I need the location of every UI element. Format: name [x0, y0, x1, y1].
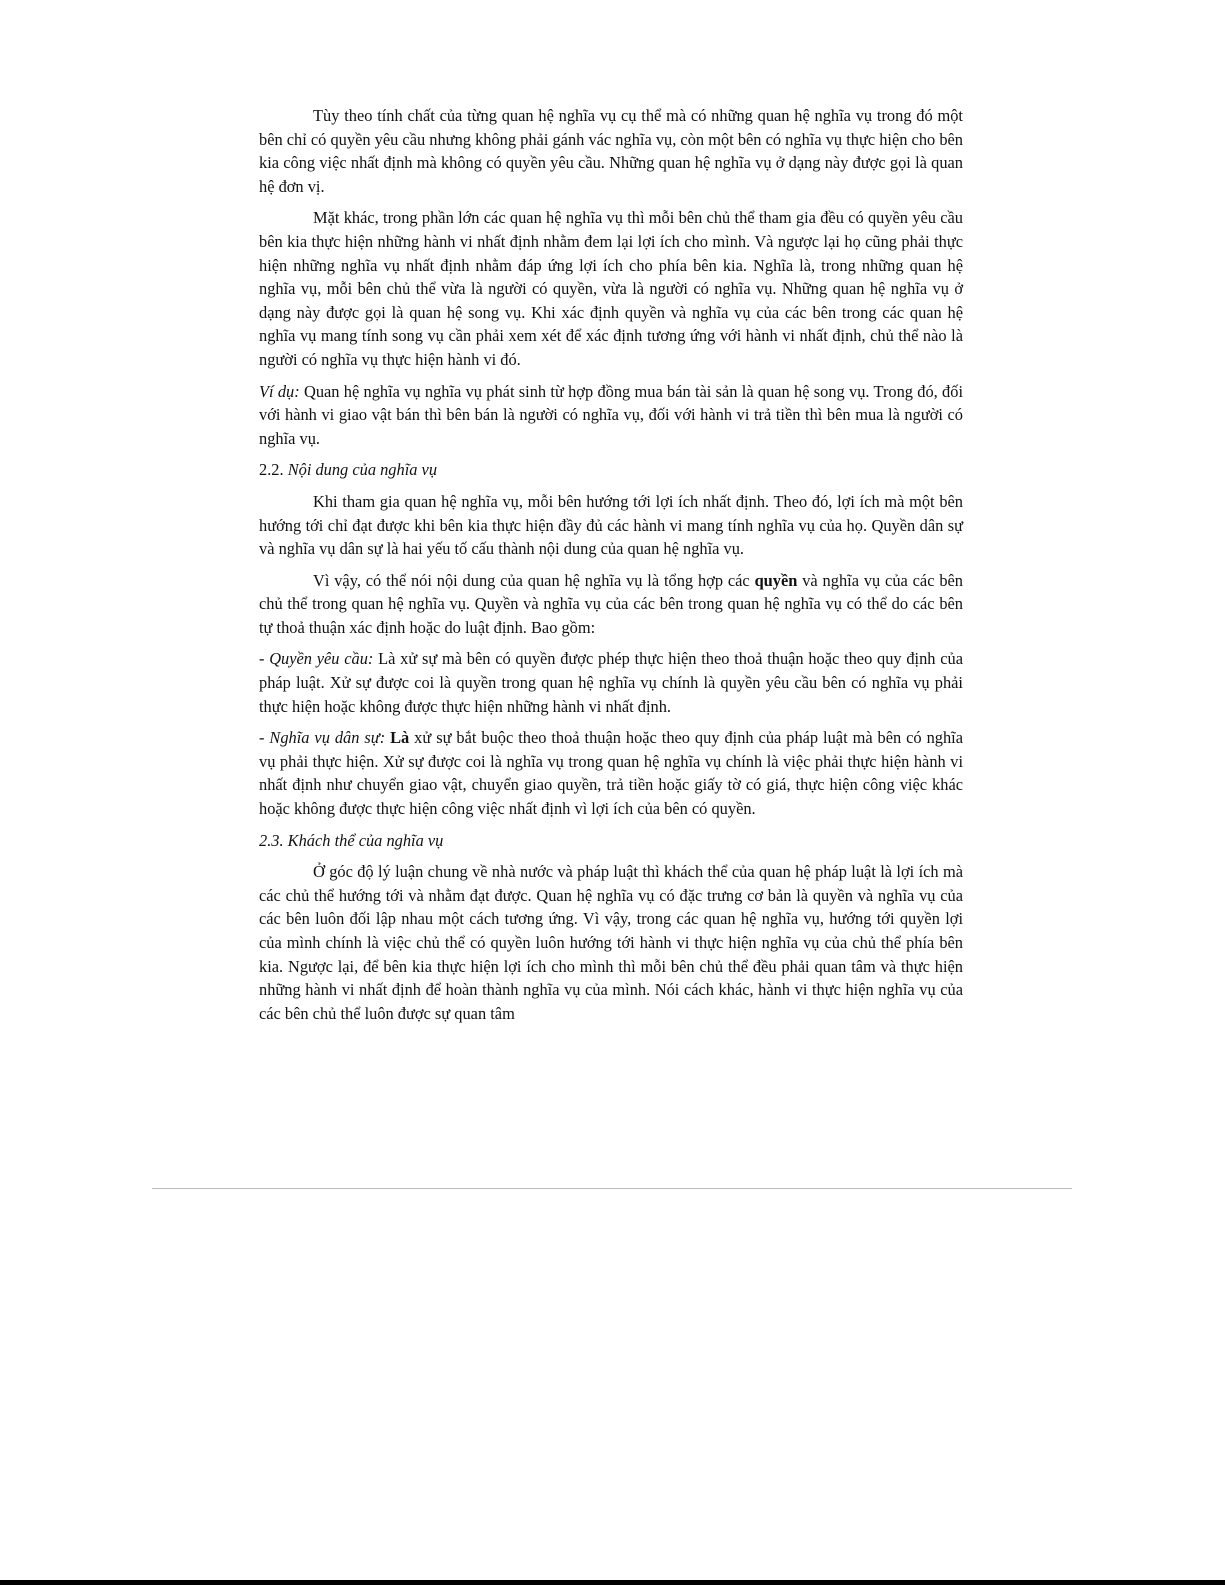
list-item-2-label: Nghĩa vụ dân sự:: [269, 728, 386, 748]
paragraph-unilateral-obligation: Tùy theo tính chất của từng quan hệ nghĩa vụ cụ thể mà có những quan hệ nghĩa vụ trong đó một bên chỉ có quyền yêu cầu nhưng không phải gánh vác nghĩa vụ, còn một bên có nghĩa vụ thực hiện cho bên kia công việc nhất định mà không có quyền yêu cầu. Những quan hệ nghĩa vụ ở dạng này được gọi là quan hệ đơn vị.: [259, 106, 963, 196]
example-text: Quan hệ nghĩa vụ nghĩa vụ phát sinh từ hợp đồng mua bán tài sản là quan hệ song vụ. Trong đó, đối với hành vi giao vật bán thì bên bán là người có nghĩa vụ, đối với hành vi trả tiền thì bên mua là người có nghĩa vụ.: [259, 381, 963, 448]
paragraph-bilateral-obligation: Mặt khác, trong phần lớn các quan hệ nghĩa vụ thì mỗi bên chủ thể tham gia đều có quyền yêu cầu bên kia thực hiện những hành vi nhất định nhằm đem lại lợi ích cho mình. Và ngược lại họ cũng phải thực hiện những nghĩa vụ nhất định nhằm đáp ứng lợi ích cho phía bên kia. Nghĩa là, trong những quan hệ nghĩa vụ, mỗi bên chủ thể vừa là người có quyền, vừa là người có nghĩa vụ. Những quan hệ nghĩa vụ ở dạng này được gọi là quan hệ song vụ. Khi xác định quyền và nghĩa vụ của các bên trong các quan hệ nghĩa vụ mang tính song vụ cần phải xem xét để xác định tương ứng với hành vi nhất định, chủ thể nào là người có nghĩa vụ thực hiện hành vi đó.: [259, 208, 963, 369]
bottom-edge-bar: [0, 1580, 1225, 1585]
paragraph-4-text-before: Vì vậy, có thể nói nội dung của quan hệ nghĩa vụ là tổng hợp các: [313, 570, 755, 590]
list-item-2-prefix: -: [259, 728, 270, 748]
list-item-2-text: xử sự bắt buộc theo thoả thuận hoặc theo quy định của pháp luật mà bên có nghĩa vụ phải thực hiện. Xử sự được coi là nghĩa vụ trong quan hệ nghĩa vụ chính là việc phải thực hiện hành vi nhất định như chuyển giao vật, chuyển giao quyền, trả tiền hoặc giấy tờ có giá, thực hiện công việc khác hoặc không được thực hiện công việc nhất định vì lợi ích của bên có quyền.: [259, 728, 963, 819]
section-2-2-title: Nội dung của nghĩa vụ: [287, 460, 438, 480]
paragraph-object-of-obligation: Ở góc độ lý luận chung về nhà nước và pháp luật thì khách thể của quan hệ pháp luật là lợi ích mà các chủ thể hướng tới và nhằm đạt được. Quan hệ nghĩa vụ có đặc trưng cơ bản là quyền và nghĩa vụ của các bên luôn đối lập nhau một cách tương ứng. Vì vậy, trong các quan hệ nghĩa vụ, hướng tới quyền lợi của mình chính là việc chủ thể có quyền luôn hướng tới hành vi thực hiện nghĩa vụ của chủ thể phía bên kia. Ngược lại, để bên kia thực hiện lợi ích cho mình thì mỗi bên chủ thể đều phải quan tâm và thực hiện những hành vi nhất định để hoàn thành nghĩa vụ của mình. Nói cách khác, hành vi thực hiện nghĩa vụ của các bên chủ thể luôn được sự quan tâm: [259, 862, 963, 1023]
list-item-1-prefix: -: [259, 649, 270, 669]
page-divider: [152, 1188, 1072, 1189]
example-label: Ví dụ:: [259, 381, 300, 401]
section-heading-2-3: 2.3. Khách thể của nghĩa vụ: [259, 830, 444, 850]
list-item-right-to-request: [259, 647, 963, 718]
list-item-2-bold-word: Là: [385, 728, 410, 748]
list-item-1-text: Là xử sự mà bên có quyền được phép thực hiện theo thoả thuận hoặc theo quy định của pháp luật. Xử sự được coi là quyền trong quan hệ nghĩa vụ chính là quyền yêu cầu bên có nghĩa vụ phải thực hiện hoặc không được thực hiện những hành vi nhất định.: [259, 649, 963, 716]
paragraph-4-text-after: và nghĩa vụ của các bên chủ thể trong quan hệ nghĩa vụ. Quyền và nghĩa vụ của các bên trong quan hệ nghĩa vụ có thể do các bên tự thoả thuận xác định hoặc do luật định. Bao gồm:: [259, 570, 963, 637]
section-heading-2-2: [259, 458, 963, 482]
paragraph-4-bold-word: quyền: [754, 570, 798, 590]
paragraph-rights-and-duties: [259, 569, 963, 640]
section-2-2-number: 2.2.: [259, 460, 288, 480]
list-item-1-label: Quyền yêu cầu:: [269, 649, 374, 669]
paragraph-obligation-content: Khi tham gia quan hệ nghĩa vụ, mỗi bên hướng tới lợi ích nhất định. Theo đó, lợi ích mà một bên hướng tới chỉ đạt được khi bên kia thực hiện đầy đủ các hành vi mang tính nghĩa vụ của họ. Quyền dân sự và nghĩa vụ dân sự là hai yếu tố cấu thành nội dung của quan hệ nghĩa vụ.: [259, 491, 963, 559]
document-body: [259, 104, 963, 1033]
list-item-civil-obligation: [259, 726, 963, 820]
paragraph-example: [259, 380, 963, 451]
